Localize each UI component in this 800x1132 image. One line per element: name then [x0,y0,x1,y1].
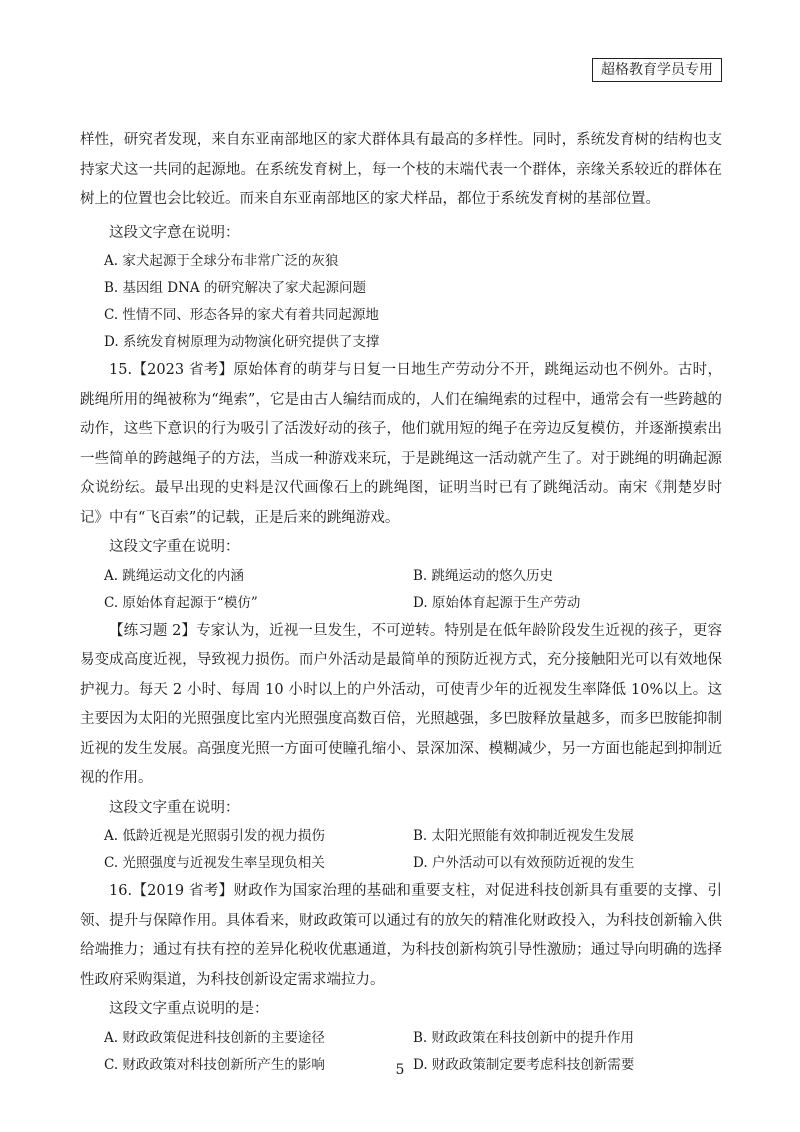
ex2-paragraph: 【练习题 2】专家认为，近视一旦发生，不可逆转。特别是在低年龄阶段发生近视的孩子，更容易变成高度近视，导致视力损伤。而户外活动是最简单的预防近视方式，充分接触阳光可以有效地保护视力。每天 2 小时、每周 10 小时以上的户外活动，可使青少年的近视发生率降低 10%以上。这主要因为太阳的光照强度比室内光照强度高数百倍，光照越强，多巴胺释放量越多，而多巴胺能抑制近视的发生发展。高强度光照一方面可使瞳孔缩小、景深加深、模糊减少，另一方面也能起到抑制近视的作用。 [80,622,722,786]
ex2-option-b: B. 太阳光照能有效抑制近视发生发展 [413,828,635,844]
q16-paragraph: 16.【2019 省考】财政作为国家治理的基础和重要支柱，对促进科技创新具有重要的支撑、引领、提升与保障作用。具体看来，财政政策可以通过有的放矢的精准化财政投入，为科技创新输入供给端推力；通过有扶有控的差异化税收优惠通道，为科技创新构筑引导性激励；通过导向明确的选择性政府采购渠道，为科技创新设定需求端拉力。 [80,883,722,988]
intro-option-c: C. 性情不同、形态各异的家犬有着共同起源地 [104,307,379,323]
ex2-option-a: A. 低龄近视是光照弱引发的视力损伤 [104,828,325,844]
ex2-options-row-2 [80,850,722,877]
intro-paragraph: 样性，研究者发现，来自东亚南部地区的家犬群体具有最高的多样性。同时，系统发育树的结构也支持家犬这一共同的起源地。在系统发育树上，每一个枝的末端代表一个群体，亲缘关系较近的群体在树上的位置也会比较近。而来自东亚南部地区的家犬样品，都位于系统发育树的基部位置。 [80,132,722,207]
intro-option-a: A. 家犬起源于全球分布非常广泛的灰狼 [104,253,339,269]
q16-prompt: 这段文字重点说明的是： [109,1001,269,1017]
ex2-option-d: D. 户外活动可以有效预防近视的发生 [413,855,635,871]
header-stamp: 超格教育学员专用 [592,58,722,82]
q16-option-b: B. 财政政策在科技创新中的提升作用 [413,1029,635,1046]
ex2-options-row-1 [80,823,722,850]
intro-option-b: B. 基因组 DNA 的研究解决了家犬起源问题 [104,280,366,296]
intro-prompt: 这段文字意在说明： [109,224,240,241]
page-number: 5 [395,1062,405,1078]
q15-option-b: B. 跳绳运动的悠久历史 [413,567,554,584]
q16-option-a: A. 财政政策促进科技创新的主要途径 [104,1029,325,1046]
q16-option-d: D. 财政政策制定要考虑科技创新需要 [413,1056,635,1073]
q16-options-row-1 [80,1025,722,1052]
q15-option-c: C. 原始体育起源于“模仿” [104,594,258,611]
ex2-option-c: C. 光照强度与近视发生率呈现负相关 [104,855,325,871]
q16-option-c: C. 财政政策对科技创新所产生的影响 [104,1056,325,1073]
q15-options-row-1 [80,563,722,590]
q15-option-d: D. 原始体育起源于生产劳动 [413,594,581,611]
q15-paragraph: 15.【2023 省考】原始体育的萌芽与日复一日地生产劳动分不开，跳绳运动也不例外。古时，跳绳所用的绳被称为“绳索”，它是由古人编结而成的，人们在编绳索的过程中，通常会有一些跨越的动作，这些下意识的行为吸引了活泼好动的孩子，他们就用短的绳子在旁边反复模仿，并逐渐摸索出一些简单的跨越绳子的方法，当成一种游戏来玩，于是跳绳这一活动就产生了。对于跳绳的明确起源众说纷纭。最早出现的史料是汉代画像石上的跳绳图，证明当时已有了跳绳活动。南宋《荆楚岁时记》中有“飞百索”的记载，正是后来的跳绳游戏。 [80,362,722,526]
q15-option-a: A. 跳绳运动文化的内涵 [104,567,244,584]
q15-prompt: 这段文字重在说明： [109,539,240,555]
page-content [80,126,722,1079]
ex2-prompt: 这段文字重在说明： [109,799,240,816]
intro-option-d: D. 系统发育树原理为动物演化研究提供了支撑 [104,334,380,350]
q15-options-row-2 [80,590,722,617]
